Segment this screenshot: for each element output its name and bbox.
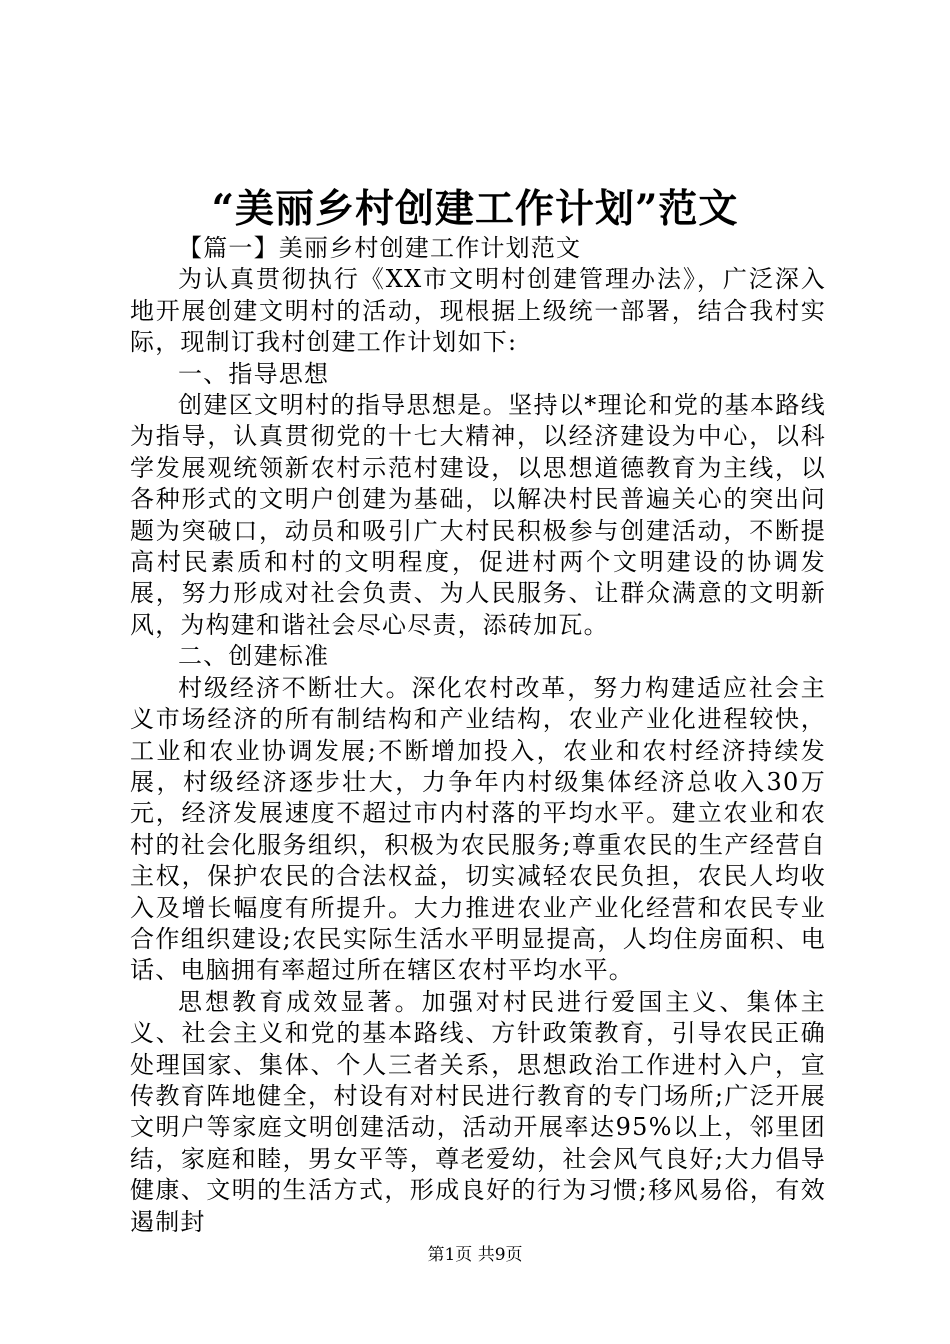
page-footer: 第1页 共9页 [427,1245,523,1265]
paragraph-economy: 村级经济不断壮大。深化农村改革，努力构建适应社会主义市场经济的所有制结构和产业结构，农业产业化进程较快，工业和农业协调发展;不断增加投入，农业和农村经济持续发展，村级经济逐步壮大，力争年内村级集体经济总收入30万元，经济发展速度不超过市内村落的平均水平。建立农业和农村的社会化服务组织，积极为农民服务;尊重农民的生产经营自主权，保护农民的合法权益，切实减轻农民负担，农民人均收入及增长幅度有所提升。大力推进农业产业化经营和农民专业合作组织建设;农民实际生活水平明显提高，人均住房面积、电话、电脑拥有率超过所在辖区农村平均水平。 [130,673,826,985]
intro-paragraph: 为认真贯彻执行《XX市文明村创建管理办法》，广泛深入地开展创建文明村的活动，现根据上级统一部署，结合我村实际，现制订我村创建工作计划如下: [130,265,826,357]
document-body [130,233,826,1238]
section-heading: 【篇一】美丽乡村创建工作计划范文 [178,234,582,262]
heading-standards: 二、创建标准 [178,642,330,671]
document-title: “美丽乡村创建工作计划”范文 [211,186,739,232]
heading-guiding-thought: 一、指导思想 [178,359,330,388]
paragraph-guiding-thought: 创建区文明村的指导思想是。坚持以*理论和党的基本路线为指导，认真贯彻党的十七大精神，以经济建设为中心，以科学发展观统领新农村示范村建设，以思想道德教育为主线，以各种形式的文明户创建为基础，以解决村民普遍关心的突出问题为突破口，动员和吸引广大村民积极参与创建活动，不断提高村民素质和村的文明程度，促进村两个文明建设的协调发展，努力形成对社会负责、为人民服务、让群众满意的文明新风，为构建和谐社会尽心尽责，添砖加瓦。 [130,391,826,639]
paragraph-education: 思想教育成效显著。加强对村民进行爱国主义、集体主义、社会主义和党的基本路线、方针政策教育，引导农民正确处理国家、集体、个人三者关系，思想政治工作进村入户，宣传教育阵地健全，村设有对村民进行教育的专门场所;广泛开展文明户等家庭文明创建活动，活动开展率达95%以上，邻里团结，家庭和睦，男女平等，尊老爱幼，社会风气良好;大力倡导健康、文明的生活方式，形成良好的行为习惯;移风易俗，有效遏制封 [130,987,826,1236]
